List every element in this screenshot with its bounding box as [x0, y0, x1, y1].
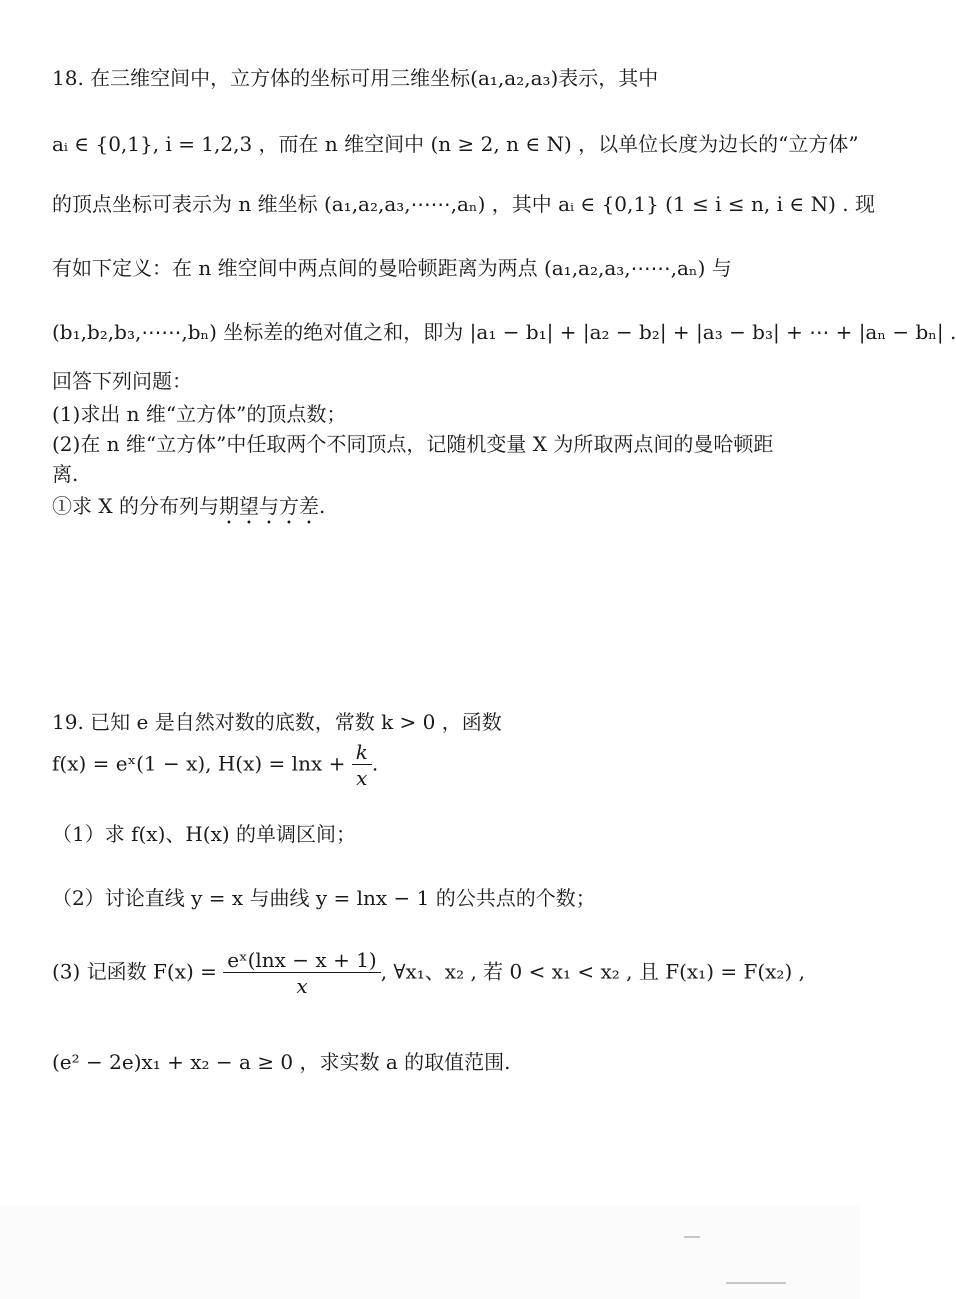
q19-part-3-line-2: (e² − 2e)x₁ + x₂ − a ≥ 0 ，求实数 a 的取值范围.: [52, 1050, 511, 1074]
fraction-denominator: x: [352, 764, 372, 788]
q18-part-2-line-1: (2)在 n 维“立方体”中任取两个不同顶点，记随机变量 X 为所取两点间的曼哈顿距: [52, 432, 774, 456]
q18-line-1: 18. 在三维空间中，立方体的坐标可用三维坐标(a₁,a₂,a₃)表示，其中: [52, 66, 659, 90]
q18-part-2-line-2: 离.: [52, 462, 79, 486]
q19-function-definitions: [52, 742, 378, 788]
q19-part-2: （2）讨论直线 y = x 与曲线 y = lnx − 1 的公共点的个数；: [52, 886, 596, 910]
q18-line-3: 的顶点坐标可表示为 n 维坐标 (a₁,a₂,a₃,⋯⋯,aₙ) ，其中 aᵢ ∈ {0,1} (1 ≤ i ≤ n, i ∈ N) . 现: [52, 192, 875, 216]
fraction-denominator: x: [223, 972, 380, 996]
q18-subpart-1-emphasis: 期望与方差: [218, 494, 319, 518]
q18-line-4: 有如下定义：在 n 维空间中两点间的曼哈顿距离为两点 (a₁,a₂,a₃,⋯⋯,aₙ) 与: [52, 256, 732, 280]
q19-F-fraction: [223, 950, 380, 996]
q19-k-over-x-fraction: [352, 742, 372, 788]
q18-subpart-1: [52, 490, 325, 529]
fraction-numerator: eˣ(lnx − x + 1): [227, 948, 377, 972]
page-bottom-area: [0, 1205, 860, 1299]
scan-mark: [684, 1236, 700, 1238]
fraction-numerator: k: [355, 740, 368, 764]
q19-part-3-post: , ∀x₁、x₂ , 若 0 < x₁ < x₂ , 且 F(x₁) = F(x₂) ,: [380, 959, 805, 984]
q19-line-1: 19. 已知 e 是自然对数的底数，常数 k > 0 ，函数: [52, 710, 502, 734]
scan-mark: [726, 1282, 786, 1284]
q19-part-1: （1）求 f(x)、H(x) 的单调区间；: [52, 822, 357, 846]
q18-part-1: (1)求出 n 维“立方体”的顶点数；: [52, 402, 347, 426]
q18-line-5: (b₁,b₂,b₃,⋯⋯,bₙ) 坐标差的绝对值之和，即为 |a₁ − b₁| + |a₂ − b₂| + |a₃ − b₃| + ⋯ + |aₙ − bₙ| .: [52, 320, 956, 344]
q18-answer-prompt: 回答下列问题：: [52, 369, 192, 393]
q18-line-2: aᵢ ∈ {0,1}, i = 1,2,3 ，而在 n 维空间中 (n ≥ 2, n ∈ N) ，以单位长度为边长的“立方体”: [52, 132, 859, 156]
q19-part-3: [52, 950, 805, 996]
q19-part-3-pre: (3) 记函数 F(x) =: [52, 959, 217, 984]
q19-function-lhs: f(x) = eˣ(1 − x), H(x) = lnx +: [52, 751, 346, 776]
q18-subpart-1-pre: ①求 X 的分布列与: [52, 494, 219, 518]
q19-function-end: .: [371, 751, 379, 776]
q18-subpart-1-post: .: [318, 494, 326, 518]
